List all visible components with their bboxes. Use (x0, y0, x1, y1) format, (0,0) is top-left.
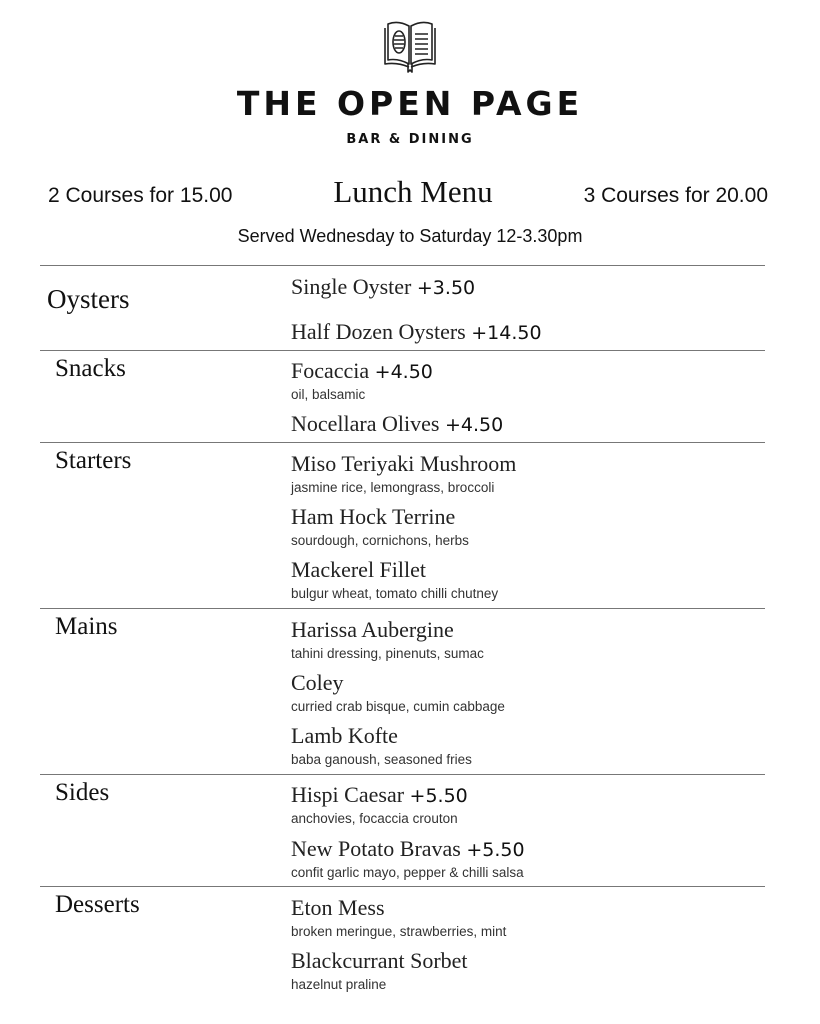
item-price: +4.50 (444, 414, 504, 436)
brand-subtitle: BAR & DINING (346, 132, 474, 147)
item-description: tahini dressing, pinenuts, sumac (291, 646, 484, 661)
item-description: jasmine rice, lemongrass, broccoli (291, 480, 495, 495)
section-starters (40, 443, 765, 608)
item-price: +4.50 (374, 361, 433, 383)
logo (0, 14, 820, 74)
item-description: baba ganoush, seasoned fries (291, 752, 472, 767)
three-course-offer: 3 Courses for 20.00 (583, 184, 768, 207)
menu-list (40, 265, 765, 999)
item-name: Harissa Aubergine (291, 617, 454, 642)
item-description: hazelnut praline (291, 977, 387, 992)
item-name: Mackerel Fillet (291, 557, 427, 582)
item-name: Blackcurrant Sorbet (291, 948, 468, 973)
item-description: broken meringue, strawberries, mint (291, 924, 507, 939)
item-name: Single Oyster +3.50 (291, 274, 476, 299)
item-name: New Potato Bravas +5.50 (291, 836, 525, 861)
section-desserts (40, 887, 765, 999)
section-label: Desserts (55, 891, 140, 918)
item-price: +14.50 (471, 322, 542, 344)
section-label: Mains (55, 613, 118, 640)
open-book-icon (384, 14, 436, 74)
item-description: confit garlic mayo, pepper & chilli salsa (291, 865, 524, 880)
section-label: Oysters (47, 284, 130, 314)
item-name: Coley (291, 670, 344, 695)
item-description: oil, balsamic (291, 387, 366, 402)
item-price: +5.50 (466, 839, 525, 861)
item-name: Ham Hock Terrine (291, 504, 456, 529)
section-mains (40, 609, 765, 774)
item-description: anchovies, focaccia crouton (291, 811, 458, 826)
section-oysters (40, 266, 765, 350)
section-label: Starters (55, 447, 132, 474)
section-snacks (40, 351, 765, 442)
menu-title: Lunch Menu (333, 174, 493, 209)
item-name: Miso Teriyaki Mushroom (291, 451, 517, 476)
item-name: Hispi Caesar +5.50 (291, 782, 468, 807)
item-name: Nocellara Olives +4.50 (291, 411, 504, 436)
item-name: Eton Mess (291, 895, 385, 920)
item-name: Lamb Kofte (291, 723, 398, 748)
section-label: Snacks (55, 355, 126, 382)
item-price: +3.50 (416, 277, 476, 299)
two-course-offer: 2 Courses for 15.00 (48, 184, 233, 207)
item-name: Focaccia +4.50 (291, 358, 433, 383)
item-description: bulgur wheat, tomato chilli chutney (291, 586, 499, 601)
item-description: curried crab bisque, cumin cabbage (291, 699, 505, 714)
section-sides (40, 775, 765, 886)
item-description: sourdough, cornichons, herbs (291, 533, 469, 548)
served-hours: Served Wednesday to Saturday 12-3.30pm (237, 226, 583, 246)
item-name: Half Dozen Oysters +14.50 (291, 319, 542, 344)
brand-name: THE OPEN PAGE (236, 84, 584, 123)
section-label: Sides (55, 779, 110, 806)
item-price: +5.50 (409, 785, 468, 807)
